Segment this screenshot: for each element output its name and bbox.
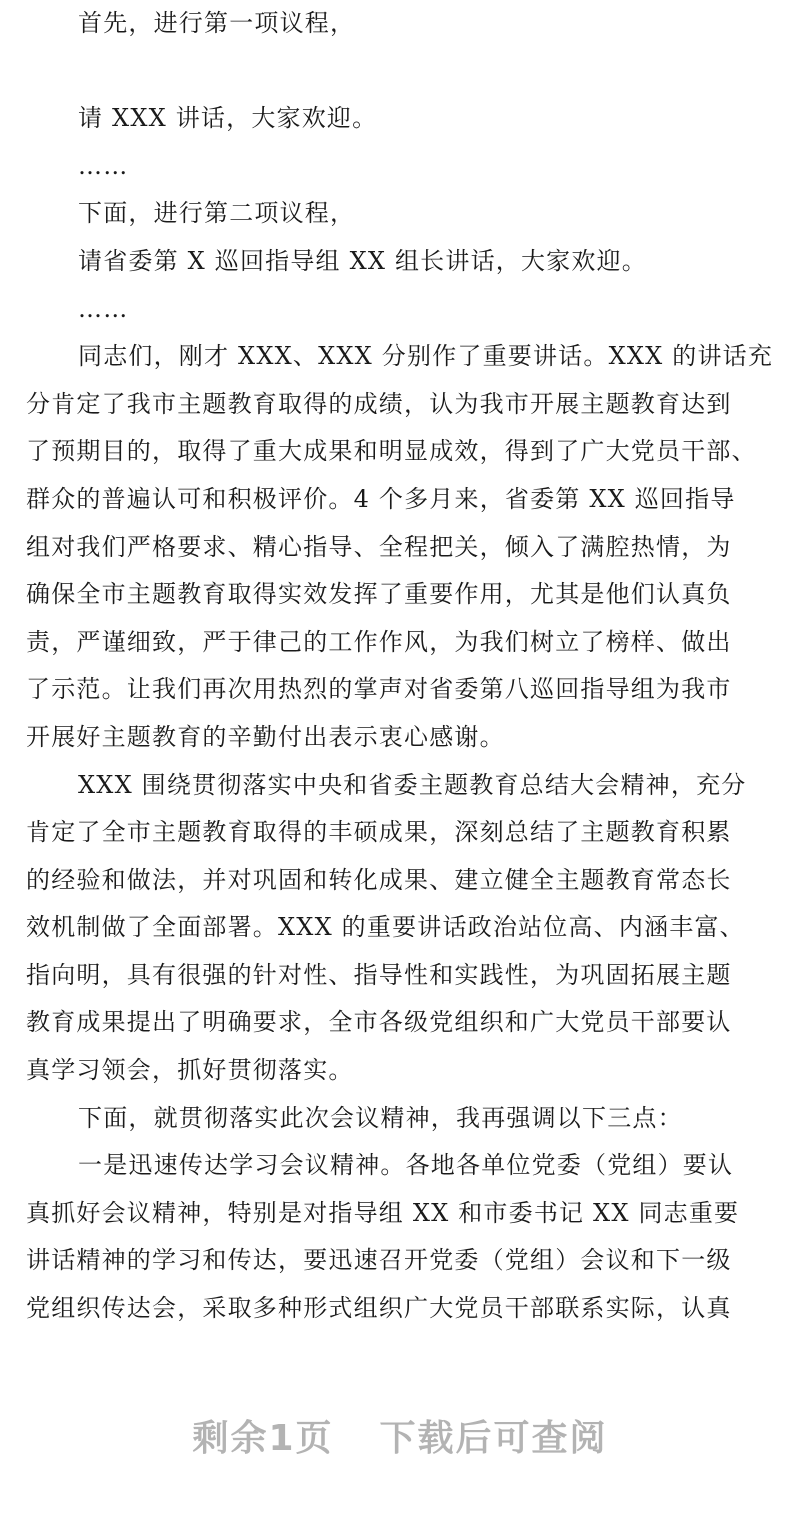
text-line: 真学习领会，抓好贯彻落实。 [26, 1056, 354, 1085]
text-line: 的经验和做法，并对巩固和转化成果、建立健全主题教育常态长 [26, 865, 732, 894]
text-line: 指向明，具有很强的针对性、指导性和实践性，为巩固拓展主题 [26, 960, 732, 989]
text-line: 责，严谨细致，严于律己的工作作风，为我们树立了榜样、做出 [26, 627, 732, 656]
download-prompt[interactable] [0, 1410, 800, 1461]
text-line: 确保全市主题教育取得实效发挥了重要作用，尤其是他们认真负 [26, 580, 732, 609]
paragraph-first-line: 一是迅速传达学习会议精神。各地各单位党委（党组）要认 [78, 1151, 734, 1180]
text-line: 教育成果提出了明确要求，全市各级党组织和广大党员干部要认 [26, 1008, 732, 1037]
text-line: 党组织传达会，采取多种形式组织广大党员干部联系实际，认真 [26, 1294, 732, 1323]
text-line: 肯定了全市主题教育取得的丰硕成果，深刻总结了主题教育积累 [26, 818, 732, 847]
text-line: 请省委第 X 巡回指导组 XX 组长讲话，大家欢迎。 [78, 246, 647, 275]
paragraph-first-line: 下面，就贯彻落实此次会议精神，我再强调以下三点： [78, 1103, 683, 1132]
remaining-pages-label: 剩余1页 [192, 1418, 334, 1459]
text-line: …… [78, 151, 129, 180]
text-line: 组对我们严格要求、精心指导、全程把关，倾入了满腔热情，为 [26, 532, 732, 561]
text-line: 讲话精神的学习和传达，要迅速召开党委（党组）会议和下一级 [26, 1246, 732, 1275]
text-line: 真抓好会议精神，特别是对指导组 XX 和市委书记 XX 同志重要 [26, 1198, 740, 1227]
text-line: 分肯定了我市主题教育取得的成绩，认为我市开展主题教育达到 [26, 389, 732, 418]
text-line: 了示范。让我们再次用热烈的掌声对省委第八巡回指导组为我市 [26, 675, 732, 704]
text-line: 请 XXX 讲话，大家欢迎。 [78, 104, 378, 133]
text-line: 效机制做了全面部署。XXX 的重要讲话政治站位高、内涵丰富、 [26, 913, 745, 942]
text-line: 群众的普遍认可和积极评价。4 个多月来，省委第 XX 巡回指导 [26, 484, 736, 513]
text-line: 开展好主题教育的辛勤付出表示衷心感谢。 [26, 722, 505, 751]
paragraph-first-line: 同志们，刚才 XXX、XXX 分别作了重要讲话。XXX 的讲话充 [78, 342, 774, 371]
document-body [26, 0, 776, 1333]
download-to-view-label: 下载后可查阅 [379, 1418, 608, 1459]
text-line: 了预期目的，取得了重大成果和明显成效，得到了广大党员干部、 [26, 437, 757, 466]
text-line: …… [78, 294, 129, 323]
text-line: 下面，进行第二项议程， [78, 199, 356, 228]
blank-line [26, 48, 776, 96]
text-line: 首先，进行第一项议程， [78, 9, 356, 37]
paragraph-first-line: XXX 围绕贯彻落实中央和省委主题教育总结大会精神，充分 [78, 770, 747, 799]
